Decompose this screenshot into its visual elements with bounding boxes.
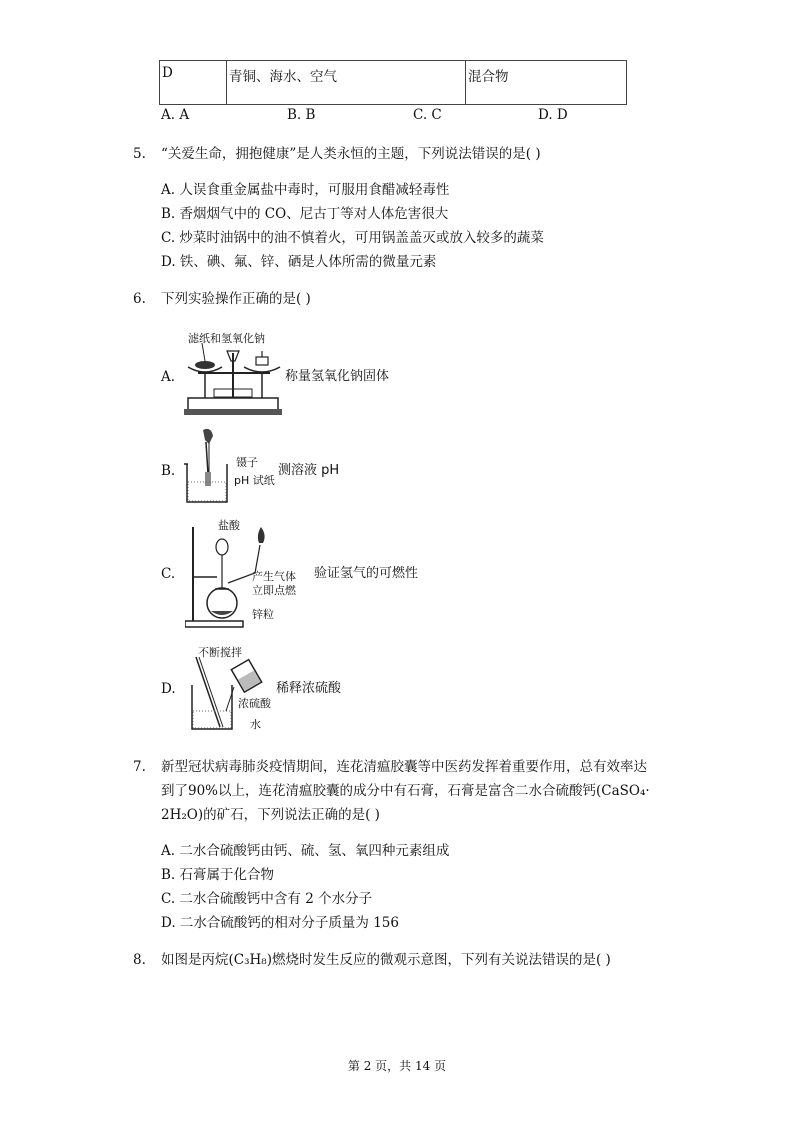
- q6-option-b-caption: 测溶液 pH: [278, 463, 340, 478]
- page-footer: 第 2 页，共 14 页: [347, 1059, 447, 1073]
- q7-option-b: B. 石膏属于化合物: [161, 867, 275, 883]
- q5-option-a: A. 人误食重金属盐中毒时，可服用食醋减轻毒性: [161, 182, 450, 198]
- q6c-label-hydrochloric-acid: 盐酸: [218, 519, 240, 532]
- q6-option-b-letter: B.: [161, 463, 176, 479]
- q8-number: 8.: [133, 952, 146, 968]
- balance-figure: [180, 343, 285, 417]
- q7-option-a: A. 二水合硫酸钙由钙、硫、氢、氧四种元素组成: [161, 843, 450, 859]
- q6a-label-filter-paper: 滤纸和氢氧化钠: [188, 332, 265, 345]
- q6c-label-zinc: 锌粒: [252, 608, 274, 621]
- q5-option-c: C. 炒菜时油锅中的油不慎着火，可用锅盖盖灭或放入较多的蔬菜: [161, 230, 544, 246]
- q7-number: 7.: [133, 759, 146, 775]
- answer-table: [159, 60, 627, 105]
- table-cell-materials: 青铜、海水、空气: [227, 61, 466, 105]
- q6-number: 6.: [133, 291, 146, 307]
- table-cell-letter: D: [160, 61, 227, 105]
- q6c-label-ignite: 立即点燃: [252, 584, 296, 597]
- q8-stem: 如图是丙烷(C₃H₈)燃烧时发生反应的微观示意图，下列有关说法错误的是( ): [161, 952, 611, 968]
- q5-option-b: B. 香烟烟气中的 CO、尼古丁等对人体危害很大: [161, 206, 449, 222]
- q6-option-a-letter: A.: [161, 369, 176, 385]
- q6c-label-gas: 产生气体: [252, 570, 296, 583]
- q4-option-c: C. C: [413, 107, 442, 123]
- q6d-label-water: 水: [250, 718, 261, 731]
- table-cell-category: 混合物: [466, 61, 627, 105]
- q7-option-d: D. 二水合硫酸钙的相对分子质量为 156: [161, 915, 399, 931]
- q5-stem: “关爱生命，拥抱健康”是人类永恒的主题，下列说法错误的是( ): [161, 146, 541, 162]
- q7-stem-line-1: 新型冠状病毒肺炎疫情期间，连花清瘟胶囊等中医药发挥着重要作用，总有效率达: [161, 759, 647, 775]
- q7-stem-line-2: 到了90%以上，连花清瘟胶囊的成分中有石膏，石膏是富含二水合硫酸钙(CaSO₄·: [161, 783, 650, 799]
- q4-option-a: A. A: [161, 107, 190, 123]
- q5-number: 5.: [133, 146, 146, 162]
- q6d-label-conc-acid: 浓硫酸: [238, 697, 271, 710]
- q6b-label-tweezers: 镊子: [236, 456, 258, 469]
- q7-option-c: C. 二水合硫酸钙中含有 2 个水分子: [161, 891, 373, 907]
- q6-option-a-caption: 称量氢氧化钠固体: [285, 369, 390, 384]
- q6b-label-ph-paper: pH 试纸: [234, 474, 275, 487]
- q6-option-d-letter: D.: [161, 681, 176, 697]
- beaker-ph-figure: [183, 428, 233, 504]
- q4-option-d: D. D: [538, 107, 568, 123]
- q6-option-d-caption: 稀释浓硫酸: [276, 681, 342, 696]
- q4-option-b: B. B: [287, 107, 316, 123]
- q6d-label-stir: 不断搅拌: [198, 646, 242, 659]
- q7-stem-line-3: 2H₂O)的矿石，下列说法正确的是( ): [161, 807, 380, 823]
- q6-option-c-letter: C.: [161, 566, 176, 582]
- q6-stem: 下列实验操作正确的是( ): [161, 291, 311, 307]
- table-row: [160, 61, 627, 105]
- q6-option-c-caption: 验证氢气的可燃性: [314, 566, 419, 581]
- q5-option-d: D. 铁、碘、氟、锌、硒是人体所需的微量元素: [161, 254, 437, 270]
